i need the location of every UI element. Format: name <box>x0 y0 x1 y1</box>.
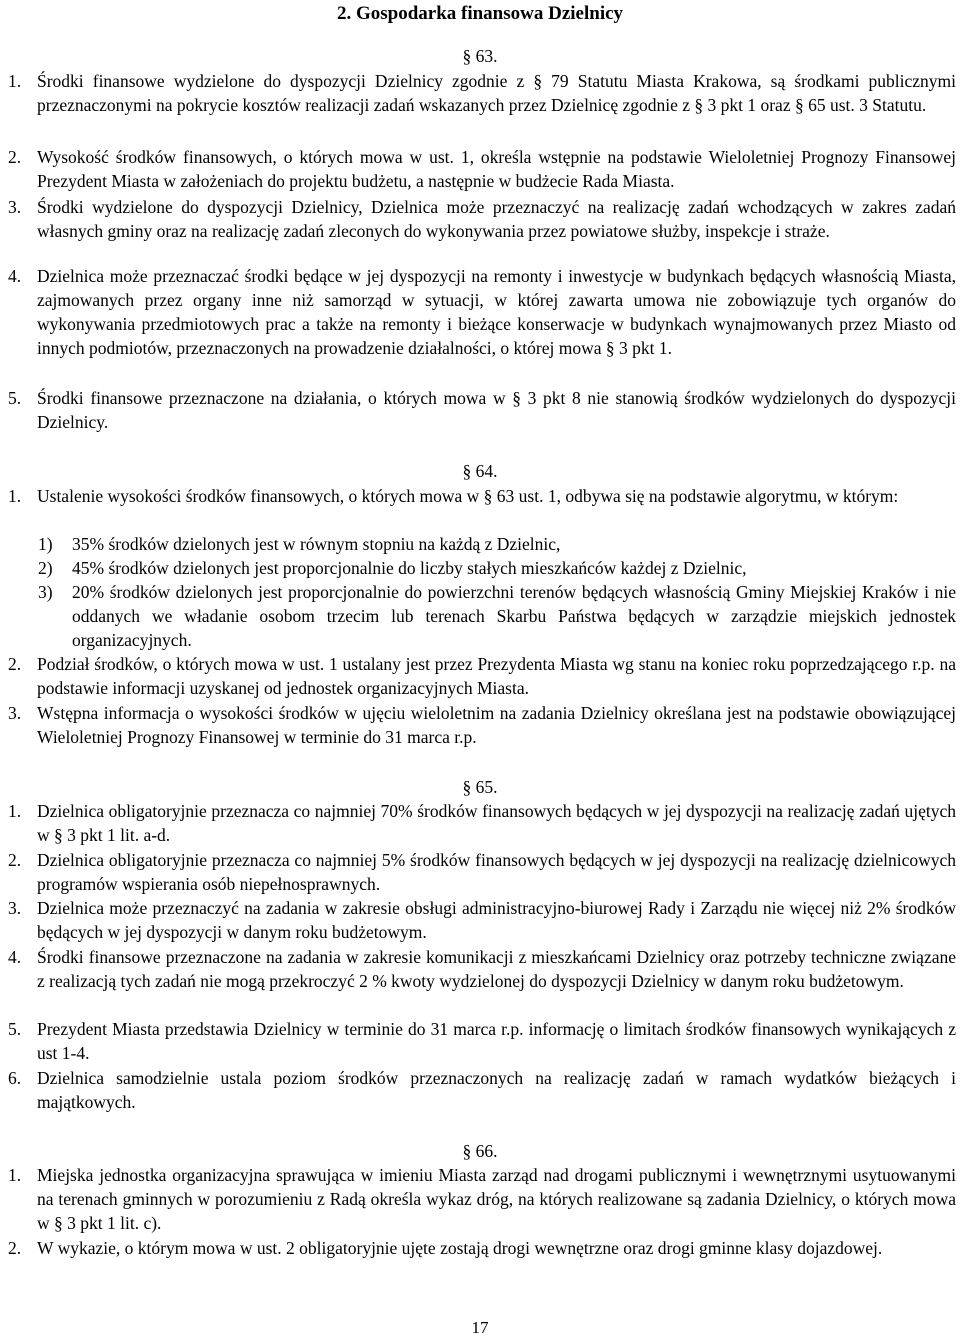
paragraph-number: 1. <box>8 1165 22 1185</box>
paragraph-number: 5. <box>8 388 22 408</box>
paragraph-63-2 <box>8 145 956 193</box>
paragraph-number: 2. <box>8 147 22 167</box>
paragraph-65-6 <box>8 1066 956 1114</box>
list-item-64-1-3 <box>38 580 956 652</box>
paragraph-text: Środki wydzielone do dyspozycji Dzielnicy, Dzielnica może przeznaczyć na realizację zadań wchodzących w zakres zadań własnych gminy oraz na realizację zadań zleconych do wykonywania przez powiatowe służby, inspekcje i straże. <box>37 197 956 242</box>
list-item-number: 2) <box>38 558 53 578</box>
paragraph-text: Wysokość środków finansowych, o których mowa w ust. 1, określa wstępnie na podstawie Wieloletniej Prognozy Finansowej Prezydent Miasta w założeniach do projektu budżetu, a następnie w budżecie Rada Miasta. <box>37 147 956 192</box>
paragraph-number: 5. <box>8 1019 22 1039</box>
paragraph-65-3 <box>8 896 956 944</box>
list-item-number: 3) <box>38 582 53 602</box>
section-heading-65: § 65. <box>462 777 498 797</box>
paragraph-text: Dzielnica może przeznaczać środki będące w jej dyspozycji na remonty i inwestycje w budynkach będących własnością Miasta, zajmowanych przez organy inne niż samorząd w sytuacji, w której zawarta umowa nie zobowiązuje tych organów do wykonywania przedmiotowych prac a także na remonty i bieżące konserwacje w budynkach wynajmowanych przez Miasto od innych podmiotów, przeznaczonych na prowadzenie działalności, o której mowa § 3 pkt 1. <box>37 266 956 359</box>
paragraph-number: 1. <box>8 71 22 91</box>
paragraph-text: Dzielnica obligatoryjnie przeznacza co najmniej 5% środków finansowych będących w jej dyspozycji na realizację dzielnicowych programów wspierania osób niepełnosprawnych. <box>37 850 956 895</box>
paragraph-text: Środki finansowe przeznaczone na zadania w zakresie komunikacji z mieszkańcami Dzielnicy oraz potrzeby techniczne związane z realizacją tych zadań nie mogą przekroczyć 2 % kwoty wydzielonej do dyspozycji Dzielnicy w danym roku budżetowym. <box>37 947 956 992</box>
paragraph-number: 2. <box>8 850 22 870</box>
paragraph-63-5 <box>8 386 956 434</box>
paragraph-text: Środki finansowe wydzielone do dyspozycji Dzielnicy zgodnie z § 79 Statutu Miasta Krakowa, są środkami publicznymi przeznaczonymi na pokrycie kosztów realizacji zadań wskazanych przez Dzielnicę zgodnie z § 3 pkt 1 oraz § 65 ust. 3 Statutu. <box>37 71 956 116</box>
list-item-64-1-1 <box>38 532 956 556</box>
paragraph-text: Prezydent Miasta przedstawia Dzielnicy w terminie do 31 marca r.p. informację o limitach środków finansowych wynikających z ust 1-4. <box>37 1019 956 1064</box>
paragraph-64-2 <box>8 652 956 700</box>
section-heading-63: § 63. <box>462 46 498 66</box>
paragraph-63-4 <box>8 264 956 360</box>
paragraph-number: 2. <box>8 1238 22 1258</box>
paragraph-number: 4. <box>8 947 22 967</box>
paragraph-text: W wykazie, o którym mowa w ust. 2 obligatoryjnie ujęte zostają drogi wewnętrzne oraz drogi gminne klasy dojazdowej. <box>37 1238 883 1258</box>
paragraph-number: 3. <box>8 898 22 918</box>
paragraph-66-1 <box>8 1163 956 1235</box>
list-item-64-1-2 <box>38 556 956 580</box>
paragraph-65-4 <box>8 945 956 993</box>
paragraph-63-1 <box>8 69 956 117</box>
paragraph-text: Dzielnica obligatoryjnie przeznacza co najmniej 70% środków finansowych będących w jej dyspozycji na realizację zadań ujętych w § 3 pkt 1 lit. a-d. <box>37 801 956 846</box>
paragraph-63-3 <box>8 195 956 243</box>
paragraph-number: 1. <box>8 486 22 506</box>
paragraph-text: Podział środków, o których mowa w ust. 1 ustalany jest przez Prezydenta Miasta wg stanu na koniec roku poprzedzającego r.p. na podstawie informacji uzyskanej od jednostek organizacyjnych Miasta. <box>37 654 956 699</box>
paragraph-number: 3. <box>8 197 22 217</box>
paragraph-number: 4. <box>8 266 22 286</box>
paragraph-65-1 <box>8 799 956 847</box>
paragraph-number: 1. <box>8 801 22 821</box>
paragraph-number: 2. <box>8 654 22 674</box>
paragraph-65-2 <box>8 848 956 896</box>
paragraph-text: Środki finansowe przeznaczone na działania, o których mowa w § 3 pkt 8 nie stanowią środków wydzielonych do dyspozycji Dzielnicy. <box>37 388 956 433</box>
section-heading-64: § 64. <box>462 461 498 481</box>
paragraph-text: Ustalenie wysokości środków finansowych, o których mowa w § 63 ust. 1, odbywa się na podstawie algorytmu, w którym: <box>37 486 899 506</box>
list-item-text: 45% środków dzielonych jest proporcjonalnie do liczby stałych mieszkańców każdej z Dzielnic, <box>72 558 747 578</box>
paragraph-text: Wstępna informacja o wysokości środków w ujęciu wieloletnim na zadania Dzielnicy określana jest na podstawie obowiązującej Wieloletniej Prognozy Finansowej w terminie do 31 marca r.p. <box>37 703 956 748</box>
paragraph-number: 6. <box>8 1068 22 1088</box>
paragraph-64-1 <box>8 484 956 508</box>
paragraph-66-2 <box>8 1236 956 1260</box>
list-item-number: 1) <box>38 534 53 554</box>
page-number: 17 <box>471 1318 489 1337</box>
chapter-title: 2. Gospodarka finansowa Dzielnicy <box>336 3 624 24</box>
list-item-text: 35% środków dzielonych jest w równym stopniu na każdą z Dzielnic, <box>72 534 561 554</box>
section-heading-66: § 66. <box>462 1141 498 1161</box>
paragraph-number: 3. <box>8 703 22 723</box>
list-item-text: 20% środków dzielonych jest proporcjonalnie do powierzchni terenów będących własnością Gminy Miejskiej Kraków i nie oddanych we władanie osobom trzecim lub terenach Skarbu Państwa będących w zarządzie miejskich jednostek organizacyjnych. <box>72 582 956 651</box>
paragraph-text: Miejska jednostka organizacyjna sprawująca w imieniu Miasta zarząd nad drogami publicznymi i wewnętrznymi usytuowanymi na terenach gminnych w porozumieniu z Radą określa wykaz dróg, na których realizowane są zadania Dzielnicy, o których mowa w § 3 pkt 1 lit. c). <box>37 1165 956 1234</box>
paragraph-text: Dzielnica może przeznaczyć na zadania w zakresie obsługi administracyjno-biurowej Rady i Zarządu nie więcej niż 2% środków będących w jej dyspozycji w danym roku budżetowym. <box>37 898 956 943</box>
paragraph-text: Dzielnica samodzielnie ustala poziom środków przeznaczonych na realizację zadań w ramach wydatków bieżących i majątkowych. <box>37 1068 956 1113</box>
paragraph-65-5 <box>8 1017 956 1065</box>
paragraph-64-3 <box>8 701 956 749</box>
